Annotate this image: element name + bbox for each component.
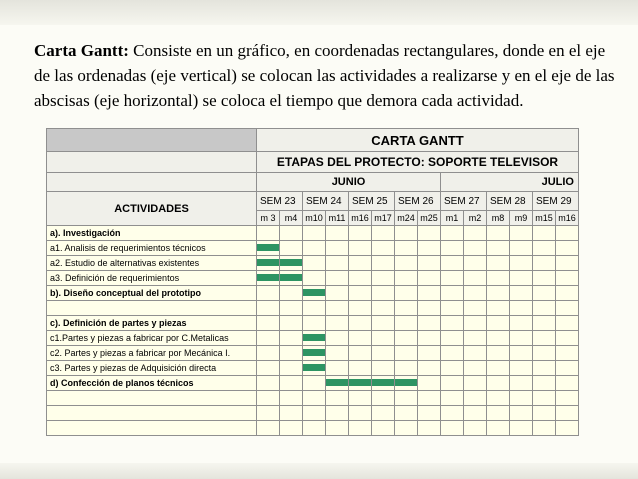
timeline-cell [556, 316, 579, 331]
timeline-cell [418, 241, 441, 256]
timeline-cell [510, 391, 533, 406]
timeline-cell [326, 271, 349, 286]
timeline-cell [441, 301, 464, 316]
timeline-cell [395, 271, 418, 286]
timeline-cell [303, 286, 326, 301]
week-header: SEM 28 [487, 192, 533, 211]
activity-row [47, 286, 579, 301]
timeline-cell [303, 271, 326, 286]
activities-header: ACTIVIDADES [47, 192, 257, 226]
timeline-cell [303, 406, 326, 421]
timeline-cell [487, 256, 510, 271]
week-header: SEM 24 [303, 192, 349, 211]
day-header: m8 [487, 211, 510, 226]
timeline-cell [395, 256, 418, 271]
day-header: m25 [418, 211, 441, 226]
slide-frame-bottom [0, 463, 638, 479]
timeline-cell [533, 301, 556, 316]
timeline-cell [395, 286, 418, 301]
timeline-cell [372, 301, 395, 316]
timeline-cell [257, 241, 280, 256]
timeline-cell [464, 241, 487, 256]
timeline-cell [464, 376, 487, 391]
timeline-cell [418, 376, 441, 391]
timeline-cell [280, 421, 303, 436]
timeline-cell [326, 361, 349, 376]
week-header: SEM 26 [395, 192, 441, 211]
timeline-cell [372, 226, 395, 241]
activity-label: c3. Partes y piezas de Adquisición directa [47, 361, 257, 376]
timeline-cell [303, 361, 326, 376]
timeline-cell [349, 316, 372, 331]
activity-label [47, 406, 257, 421]
activity-row [47, 256, 579, 271]
timeline-cell [533, 391, 556, 406]
timeline-cell [487, 241, 510, 256]
activity-label: a). Investigación [47, 226, 257, 241]
timeline-cell [257, 361, 280, 376]
timeline-cell [372, 361, 395, 376]
timeline-cell [418, 421, 441, 436]
timeline-cell [464, 256, 487, 271]
gantt-bar [303, 334, 325, 341]
timeline-cell [533, 406, 556, 421]
timeline-cell [372, 346, 395, 361]
timeline-cell [395, 331, 418, 346]
timeline-cell [418, 391, 441, 406]
timeline-cell [326, 376, 349, 391]
timeline-cell [533, 316, 556, 331]
activity-label [47, 301, 257, 316]
timeline-cell [556, 286, 579, 301]
gantt-bar [349, 379, 371, 386]
timeline-cell [349, 271, 372, 286]
timeline-cell [257, 421, 280, 436]
timeline-cell [464, 316, 487, 331]
timeline-cell [441, 391, 464, 406]
timeline-cell [510, 301, 533, 316]
timeline-cell [556, 256, 579, 271]
project-stage: ETAPAS DEL PROTECTO: SOPORTE TELEVISOR [257, 152, 579, 173]
activity-label [47, 391, 257, 406]
timeline-cell [533, 226, 556, 241]
activity-label: d) Confección de planos técnicos [47, 376, 257, 391]
timeline-cell [303, 256, 326, 271]
day-header: m24 [395, 211, 418, 226]
activity-label [47, 421, 257, 436]
timeline-cell [280, 406, 303, 421]
activity-row [47, 226, 579, 241]
day-header: m10 [303, 211, 326, 226]
timeline-cell [395, 361, 418, 376]
timeline-cell [533, 361, 556, 376]
timeline-cell [372, 421, 395, 436]
activity-row [47, 301, 579, 316]
timeline-cell [257, 406, 280, 421]
week-header: SEM 29 [533, 192, 579, 211]
timeline-cell [556, 406, 579, 421]
timeline-cell [487, 421, 510, 436]
intro-term: Carta Gantt: [34, 41, 129, 60]
timeline-cell [280, 271, 303, 286]
timeline-cell [487, 361, 510, 376]
gantt-bar [303, 289, 325, 296]
timeline-cell [326, 316, 349, 331]
timeline-cell [326, 331, 349, 346]
timeline-cell [280, 391, 303, 406]
slide-frame-top [0, 0, 638, 25]
timeline-cell [464, 406, 487, 421]
timeline-cell [510, 316, 533, 331]
timeline-cell [464, 226, 487, 241]
timeline-cell [372, 406, 395, 421]
day-header: m2 [464, 211, 487, 226]
gantt-bar [280, 274, 302, 281]
timeline-cell [395, 241, 418, 256]
timeline-cell [487, 316, 510, 331]
gantt-bar [257, 244, 279, 251]
timeline-cell [418, 406, 441, 421]
timeline-cell [556, 241, 579, 256]
month-june: JUNIO [257, 173, 441, 192]
timeline-cell [349, 256, 372, 271]
timeline-cell [464, 421, 487, 436]
timeline-cell [349, 406, 372, 421]
timeline-cell [303, 376, 326, 391]
timeline-cell [257, 286, 280, 301]
timeline-cell [464, 361, 487, 376]
timeline-cell [556, 376, 579, 391]
timeline-cell [257, 316, 280, 331]
timeline-cell [257, 271, 280, 286]
timeline-cell [464, 346, 487, 361]
timeline-cell [418, 256, 441, 271]
timeline-cell [280, 316, 303, 331]
timeline-cell [441, 271, 464, 286]
activity-label: a3. Definición de requerimientos [47, 271, 257, 286]
timeline-cell [556, 301, 579, 316]
timeline-cell [303, 226, 326, 241]
timeline-cell [441, 241, 464, 256]
timeline-cell [510, 271, 533, 286]
header-blank [47, 173, 257, 192]
timeline-cell [556, 331, 579, 346]
gantt-title: CARTA GANTT [257, 129, 579, 152]
timeline-cell [441, 331, 464, 346]
activity-row [47, 346, 579, 361]
timeline-cell [326, 241, 349, 256]
activity-label: c). Definición de partes y piezas [47, 316, 257, 331]
timeline-cell [257, 226, 280, 241]
timeline-cell [280, 286, 303, 301]
timeline-cell [372, 331, 395, 346]
gantt-bar [303, 349, 325, 356]
day-header: m16 [556, 211, 579, 226]
timeline-cell [487, 406, 510, 421]
day-header: m16 [349, 211, 372, 226]
timeline-cell [395, 406, 418, 421]
activity-label: b). Diseño conceptual del prototipo [47, 286, 257, 301]
intro-paragraph [34, 38, 624, 113]
activity-row [47, 331, 579, 346]
header-blank [47, 152, 257, 173]
timeline-cell [349, 241, 372, 256]
day-header: m1 [441, 211, 464, 226]
activity-row [47, 241, 579, 256]
activity-row [47, 376, 579, 391]
timeline-cell [441, 316, 464, 331]
timeline-cell [533, 376, 556, 391]
timeline-cell [303, 301, 326, 316]
day-header: m 3 [257, 211, 280, 226]
timeline-cell [487, 301, 510, 316]
timeline-cell [303, 391, 326, 406]
timeline-cell [395, 391, 418, 406]
timeline-cell [372, 376, 395, 391]
timeline-cell [349, 301, 372, 316]
timeline-cell [280, 256, 303, 271]
timeline-cell [303, 241, 326, 256]
timeline-cell [372, 241, 395, 256]
activity-label: c2. Partes y piezas a fabricar por Mecánica I. [47, 346, 257, 361]
timeline-cell [510, 241, 533, 256]
day-header: m9 [510, 211, 533, 226]
timeline-cell [464, 391, 487, 406]
activity-label: a1. Analisis de requerimientos técnicos [47, 241, 257, 256]
timeline-cell [372, 391, 395, 406]
timeline-cell [556, 421, 579, 436]
gantt-bar [257, 259, 279, 266]
gantt-table [46, 128, 579, 436]
timeline-cell [441, 256, 464, 271]
header-corner [47, 129, 257, 152]
timeline-cell [464, 331, 487, 346]
timeline-cell [510, 286, 533, 301]
timeline-cell [395, 316, 418, 331]
timeline-cell [326, 406, 349, 421]
timeline-cell [510, 256, 533, 271]
timeline-cell [441, 226, 464, 241]
timeline-cell [441, 376, 464, 391]
timeline-cell [464, 271, 487, 286]
timeline-cell [510, 421, 533, 436]
gantt-bar [280, 259, 302, 266]
timeline-cell [533, 271, 556, 286]
month-july: JULIO [441, 173, 579, 192]
timeline-cell [395, 376, 418, 391]
timeline-cell [487, 346, 510, 361]
timeline-cell [280, 346, 303, 361]
timeline-cell [372, 316, 395, 331]
timeline-cell [349, 226, 372, 241]
timeline-cell [510, 376, 533, 391]
timeline-cell [395, 346, 418, 361]
timeline-cell [533, 286, 556, 301]
timeline-cell [533, 331, 556, 346]
timeline-cell [533, 241, 556, 256]
timeline-cell [303, 346, 326, 361]
timeline-cell [257, 331, 280, 346]
timeline-cell [257, 256, 280, 271]
day-header: m11 [326, 211, 349, 226]
timeline-cell [441, 346, 464, 361]
timeline-cell [326, 391, 349, 406]
timeline-cell [418, 316, 441, 331]
timeline-cell [280, 241, 303, 256]
timeline-cell [441, 421, 464, 436]
timeline-cell [510, 361, 533, 376]
timeline-cell [349, 346, 372, 361]
timeline-cell [441, 286, 464, 301]
timeline-cell [280, 376, 303, 391]
timeline-cell [326, 346, 349, 361]
timeline-cell [487, 376, 510, 391]
timeline-cell [464, 301, 487, 316]
timeline-cell [464, 286, 487, 301]
activity-label: c1.Partes y piezas a fabricar por C.Metalicas [47, 331, 257, 346]
timeline-cell [418, 331, 441, 346]
timeline-cell [418, 271, 441, 286]
activity-row [47, 406, 579, 421]
timeline-cell [418, 346, 441, 361]
timeline-cell [372, 286, 395, 301]
activity-row [47, 391, 579, 406]
timeline-cell [556, 361, 579, 376]
activity-row [47, 421, 579, 436]
timeline-cell [510, 346, 533, 361]
activity-row [47, 271, 579, 286]
timeline-cell [349, 391, 372, 406]
timeline-cell [487, 271, 510, 286]
day-header: m4 [280, 211, 303, 226]
timeline-cell [326, 286, 349, 301]
activity-label: a2. Estudio de alternativas existentes [47, 256, 257, 271]
timeline-cell [556, 346, 579, 361]
timeline-cell [510, 406, 533, 421]
timeline-cell [257, 376, 280, 391]
intro-text: Consiste en un gráfico, en coordenadas rectangulares, donde en el eje de las ordenadas (eje vertical) se colocan las actividades a realizarse y en el eje de las abscisas (eje horizontal) se coloca el tiempo que demora cada actividad. [34, 41, 615, 110]
timeline-cell [395, 226, 418, 241]
timeline-cell [303, 421, 326, 436]
timeline-cell [257, 301, 280, 316]
day-header: m17 [372, 211, 395, 226]
gantt-bar [303, 364, 325, 371]
timeline-cell [441, 361, 464, 376]
timeline-cell [556, 226, 579, 241]
timeline-cell [556, 271, 579, 286]
timeline-cell [280, 301, 303, 316]
gantt-bar [395, 379, 417, 386]
timeline-cell [349, 421, 372, 436]
timeline-cell [257, 391, 280, 406]
timeline-cell [487, 286, 510, 301]
timeline-cell [349, 331, 372, 346]
timeline-cell [556, 391, 579, 406]
timeline-cell [326, 226, 349, 241]
day-header: m15 [533, 211, 556, 226]
timeline-cell [303, 316, 326, 331]
timeline-cell [418, 361, 441, 376]
timeline-cell [326, 256, 349, 271]
timeline-cell [533, 256, 556, 271]
timeline-cell [280, 331, 303, 346]
timeline-cell [395, 301, 418, 316]
week-header: SEM 27 [441, 192, 487, 211]
activity-row [47, 316, 579, 331]
timeline-cell [487, 331, 510, 346]
week-header: SEM 25 [349, 192, 395, 211]
week-header: SEM 23 [257, 192, 303, 211]
gantt-bar [326, 379, 348, 386]
timeline-cell [257, 346, 280, 361]
activity-row [47, 361, 579, 376]
timeline-cell [372, 271, 395, 286]
timeline-cell [349, 286, 372, 301]
timeline-cell [280, 361, 303, 376]
timeline-cell [326, 301, 349, 316]
timeline-cell [280, 226, 303, 241]
timeline-cell [418, 301, 441, 316]
timeline-cell [510, 226, 533, 241]
timeline-cell [533, 421, 556, 436]
timeline-cell [326, 421, 349, 436]
gantt-bar [257, 274, 279, 281]
timeline-cell [372, 256, 395, 271]
timeline-cell [441, 406, 464, 421]
gantt-bar [372, 379, 394, 386]
timeline-cell [487, 391, 510, 406]
timeline-cell [418, 286, 441, 301]
timeline-cell [349, 361, 372, 376]
timeline-cell [349, 376, 372, 391]
timeline-cell [395, 421, 418, 436]
timeline-cell [303, 331, 326, 346]
timeline-cell [533, 346, 556, 361]
timeline-cell [487, 226, 510, 241]
timeline-cell [510, 331, 533, 346]
timeline-cell [418, 226, 441, 241]
